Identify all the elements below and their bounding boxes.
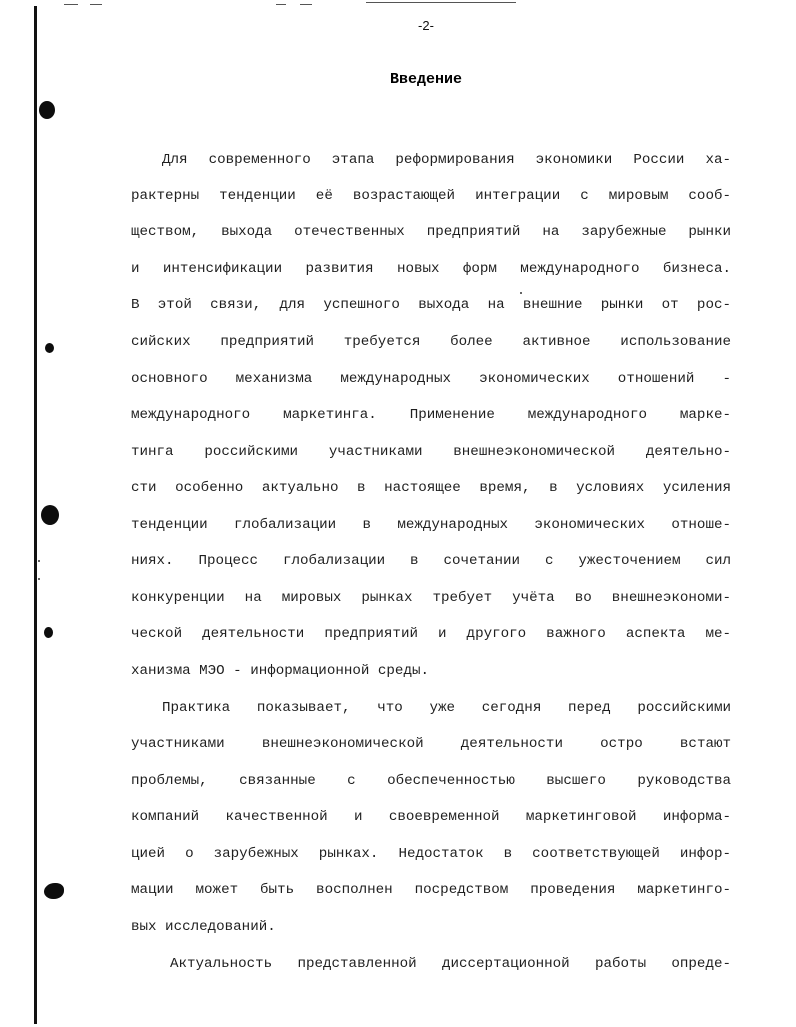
scan-speck [38, 560, 40, 562]
text-line: основного механизма международных экономических отношений - [131, 371, 731, 387]
punch-hole-blot [44, 627, 53, 638]
text-line: цией о зарубежных рынках. Недостаток в соответствующей инфор- [131, 846, 731, 862]
text-line: конкуренции на мировых рынках требует учёта во внешнеэкономи- [131, 590, 731, 606]
text-line: компаний качественной и своевременной маркетинговой информа- [131, 809, 731, 825]
text-line: Практика показывает, что уже сегодня перед российскими [162, 700, 731, 716]
text-line: тенденции глобализации в международных экономических отноше- [131, 517, 731, 533]
text-line: Актуальность представленной диссертационной работы опреде- [170, 956, 731, 972]
text-line: участниками внешнеэкономической деятельности остро встают [131, 736, 731, 752]
text-line: В этой связи, для успешного выхода на внешние рынки от рос- [131, 297, 731, 313]
scan-mark [366, 2, 516, 3]
text-line: вых исследований. [131, 919, 276, 935]
punch-hole-blot [41, 505, 59, 525]
scan-mark [276, 4, 286, 5]
text-line: сти особенно актуально в настоящее время, в условиях усиления [131, 480, 731, 496]
text-line: ческой деятельности предприятий и другого важного аспекта ме- [131, 626, 731, 642]
text-line: ществом, выхода отечественных предприятий на зарубежные рынки [131, 224, 731, 240]
scan-mark [90, 4, 102, 5]
text-line: мации может быть восполнен посредством проведения маркетинго- [131, 882, 731, 898]
punch-hole-blot [39, 101, 55, 119]
text-line: международного маркетинга. Применение международного марке- [131, 407, 731, 423]
punch-hole-blot [44, 883, 64, 899]
text-line: рактерны тенденции её возрастающей интеграции с мировым сооб- [131, 188, 731, 204]
page-number: -2- [418, 18, 434, 33]
punch-hole-blot [45, 343, 54, 353]
scan-speck [38, 578, 40, 580]
text-line: тинга российскими участниками внешнеэкономической деятельно- [131, 444, 731, 460]
scan-mark [64, 4, 78, 5]
text-line: ниях. Процесс глобализации в сочетании с ужесточением сил [131, 553, 731, 569]
text-line: сийских предприятий требуется более активное использование [131, 334, 731, 350]
text-line: и интенсификации развития новых форм международного бизнеса. [131, 261, 731, 277]
scan-mark [300, 4, 312, 5]
text-line: проблемы, связанные с обеспеченностью высшего руководства [131, 773, 731, 789]
text-line: ханизма МЭО - информационной среды. [131, 663, 429, 679]
text-line: Для современного этапа реформирования экономики России ха- [162, 152, 731, 168]
binding-edge-line [34, 6, 37, 1024]
page-title: Введение [389, 71, 462, 88]
